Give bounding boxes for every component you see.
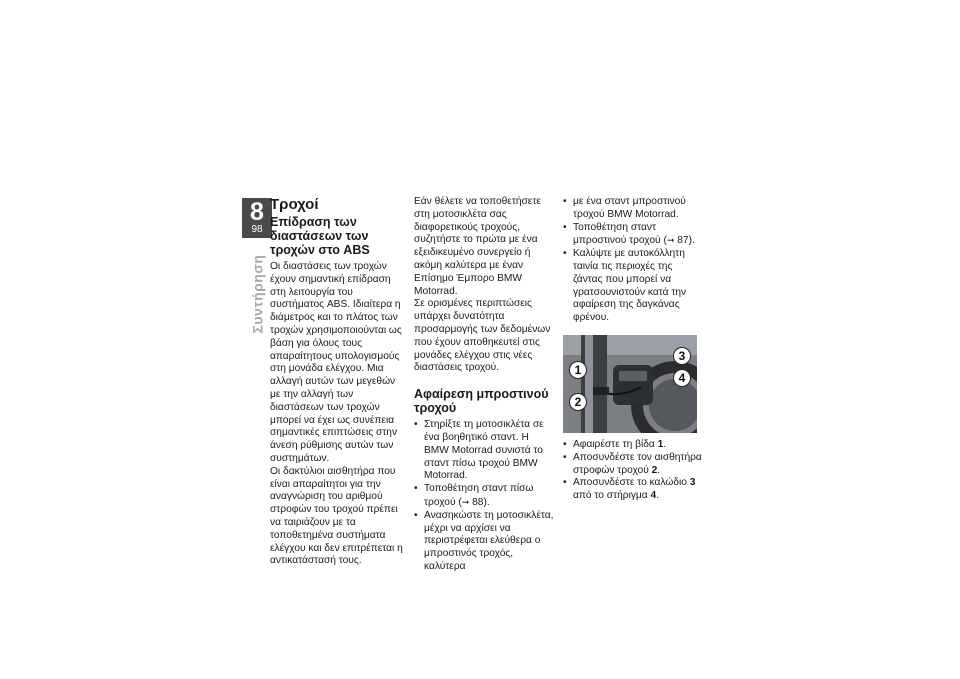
paragraph: Οι δακτύλιοι αισθητήρα που είναι απαραίτητοι για την αναγνώριση του αριθμού στροφών του τροχού πρέπει να ταιριάζουν με τα τοποθετημένα συστήματα ελέγχου και δεν επιτρέπεται η αντικατάστασή τους. — [270, 465, 403, 567]
procedure-heading: Αφαίρεση μπροστινού τροχού — [414, 387, 549, 416]
list-item: • Στηρίξτε τη μοτοσικλέτα σε ένα βοηθητικό σταντ. Η BMW Motorrad συνιστά το σταντ πίσω τροχού BMW Motorrad. — [414, 419, 554, 483]
callout-3: 3 — [673, 347, 691, 365]
list-item: • Αφαιρέστε τη βίδα 1. — [563, 439, 703, 452]
list-item: • Αποσυνδέστε το καλώδιο 3 από το στήριγμα 4. — [563, 477, 703, 503]
column-3 — [563, 196, 703, 503]
procedure-list — [563, 439, 703, 503]
paragraph: Εάν θέλετε να τοποθετήσετε στη μοτοσικλέτα σας διαφορετικούς τροχούς, συζητήστε το πρώτα με ένα εξειδικευμένο συνεργείο ή ακόμη καλύτερα με έναν Επίσημο Έμπορο BMW Motorrad. — [414, 196, 541, 297]
paragraph: Σε ορισμένες περιπτώσεις υπάρχει δυνατότητα προσαρμογής των δεδομένων που έχουν αποθηκευτεί στις μονάδες ελέγχου στις νέες διαστάσεις τροχού. — [414, 298, 551, 374]
procedure-list — [414, 419, 554, 574]
chapter-number: 8 — [250, 198, 264, 226]
page-number: 98 — [251, 224, 263, 235]
section-title: Τροχοί — [270, 196, 319, 213]
list-item: • Τοποθέτηση σταντ πίσω τροχού (➞ 88). — [414, 483, 554, 510]
callout-1: 1 — [569, 361, 587, 379]
paragraph: Οι διαστάσεις των τροχών έχουν σημαντική επίδραση στη λειτουργία του συστήματος ABS. Ιδιαίτερα η διάμετρος και το πλάτος των τροχών χρησιμοποιούνται ως βάση για όλους τους απαραίτητους υπολογισμούς στη μονάδα ελέγχου. Μια αλλαγή αυτών των μεγεθών με την αλλαγή των διαστάσεων των τροχών μπορεί να έχει ως συνέπεια σημαντικές επιπτώσεις στην άνεση ρύθμισης αυτών των συστημάτων. — [270, 261, 402, 464]
chapter-tab — [242, 198, 272, 238]
column-1 — [270, 196, 408, 568]
side-chapter-title: Συντήρηση — [249, 254, 266, 334]
procedure-list — [563, 196, 703, 325]
callout-4: 4 — [673, 369, 691, 387]
list-item: • Αποσυνδέστε τον αισθητήρα στροφών τροχού 2. — [563, 452, 703, 478]
arrow-right-icon: ➞ — [461, 496, 470, 507]
arrow-right-icon: ➞ — [666, 235, 675, 246]
list-item: • Καλύψτε με αυτοκόλλητη ταινία τις περιοχές της ζάντας που μπορεί να γρατσουνιστούν κατά την αφαίρεση της δαγκάνας φρένου. — [563, 248, 703, 325]
page-reference[interactable]: 88 — [472, 496, 484, 508]
list-item-continued: • με ένα σταντ μπροστινού τροχού BMW Motorrad. — [563, 196, 703, 222]
section-subtitle: Επίδραση των διαστάσεων των τροχών στο ABS — [270, 215, 370, 257]
list-item: • Τοποθέτηση σταντ μπροστινού τροχού (➞ 87). — [563, 222, 703, 249]
callout-2: 2 — [569, 393, 587, 411]
page-reference[interactable]: 87 — [677, 235, 689, 247]
column-2 — [414, 196, 554, 574]
front-wheel-photo — [563, 335, 697, 433]
list-item: • Ανασηκώστε τη μοτοσικλέτα, μέχρι να αρχίσει να περιστρέφεται ελεύθερα ο μπροστινός τροχός, καλύτερα — [414, 510, 554, 574]
